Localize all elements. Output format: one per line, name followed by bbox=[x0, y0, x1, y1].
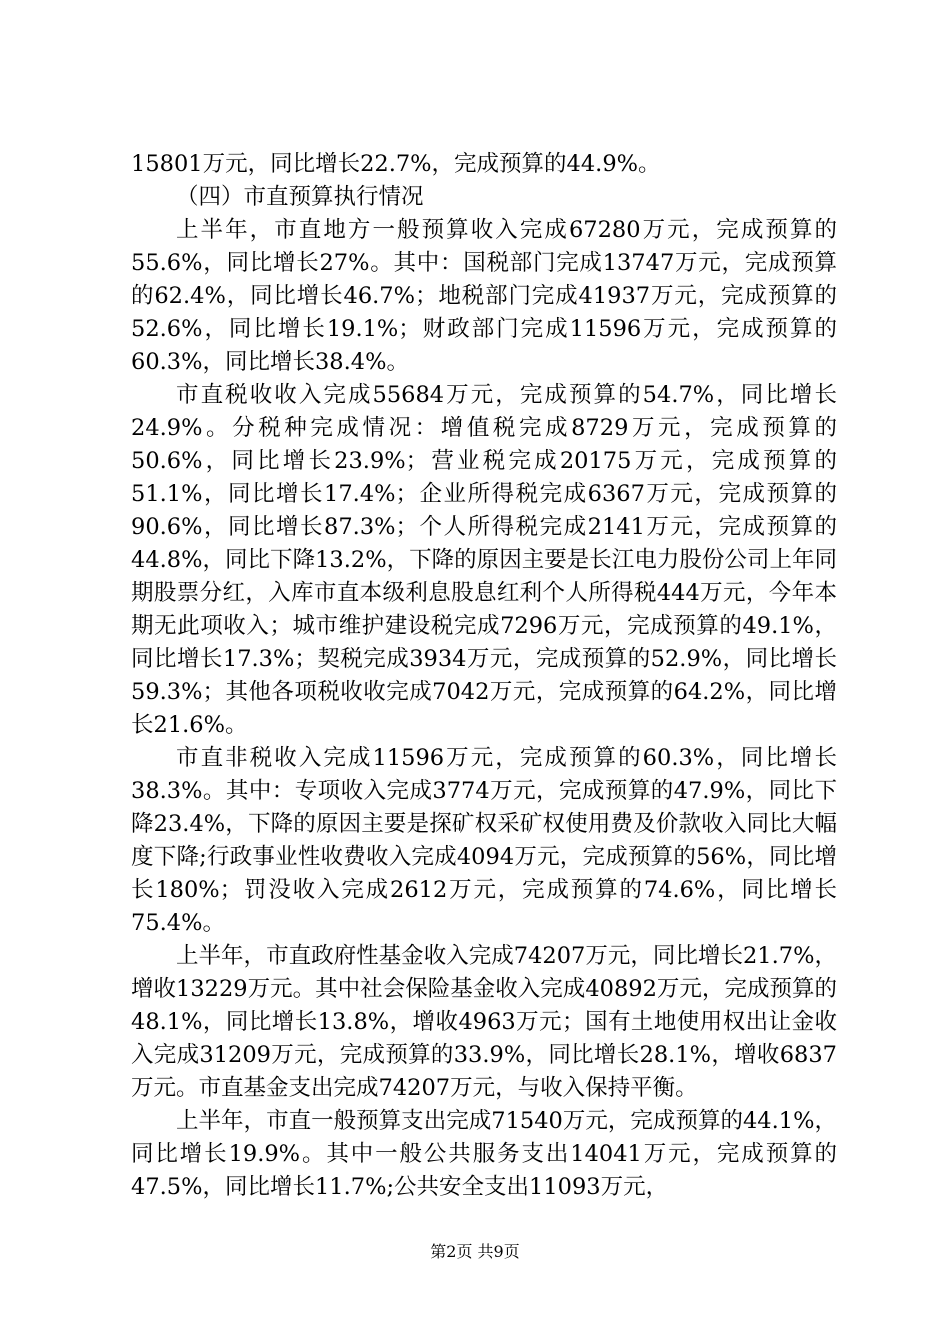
section-heading: （四）市直预算执行情况 bbox=[176, 184, 424, 210]
paragraph: 上半年，市直政府性基金收入完成74207万元，同比增长21.7%，增收13229万元。其中社会保险基金收入完成40892万元，完成预算的48.1%，同比增长13.8%，增收4963万元；国有土地使用权出让金收入完成31209万元，完成预算的33.9%，同比增长28.1%，增收6837万元。市直基金支出完成74207万元，与收入保持平衡。 bbox=[131, 943, 837, 1101]
paragraph: 市直税收收入完成55684万元，完成预算的54.7%，同比增长24.9%。分税种完成情况：增值税完成8729万元，完成预算的50.6%，同比增长23.9%；营业税完成20175万元，完成预算的51.1%，同比增长17.4%；企业所得税完成6367万元，完成预算的90.6%，同比增长87.3%；个人所得税完成2141万元，完成预算的44.8%，同比下降13.2%，下降的原因主要是长江电力股份公司上年同期股票分红，入库市直本级利息股息红利个人所得税444万元，今年本期无此项收入；城市维护建设税完成7296万元，完成预算的49.1%，同比增长17.3%；契税完成3934万元，完成预算的52.9%，同比增长59.3%；其他各项税收收完成7042万元，完成预算的64.2%，同比增长21.6%。 bbox=[131, 382, 837, 738]
paragraph: 上半年，市直一般预算支出完成71540万元，完成预算的44.1%，同比增长19.9%。其中一般公共服务支出14041万元，完成预算的47.5%，同比增长11.7%;公共安全支出11093万元， bbox=[131, 1108, 837, 1200]
paragraph: 上半年，市直地方一般预算收入完成67280万元，完成预算的55.6%，同比增长27%。其中：国税部门完成13747万元，完成预算的62.4%，同比增长46.7%；地税部门完成41937万元，完成预算的52.6%，同比增长19.1%；财政部门完成11596万元，完成预算的60.3%，同比增长38.4%。 bbox=[131, 217, 837, 375]
page-footer: 第2页 共9页 bbox=[430, 1242, 520, 1261]
document-body bbox=[131, 148, 837, 1204]
paragraph: 市直非税收入完成11596万元，完成预算的60.3%，同比增长38.3%。其中：专项收入完成3774万元，完成预算的47.9%，同比下降23.4%，下降的原因主要是探矿权采矿权使用费及价款收入同比大幅度下降;行政事业性收费收入完成4094万元，完成预算的56%，同比增长180%；罚没收入完成2612万元，完成预算的74.6%，同比增长75.4%。 bbox=[131, 745, 837, 936]
paragraph-continuation: 15801万元，同比增长22.7%，完成预算的44.9%。 bbox=[131, 151, 661, 177]
